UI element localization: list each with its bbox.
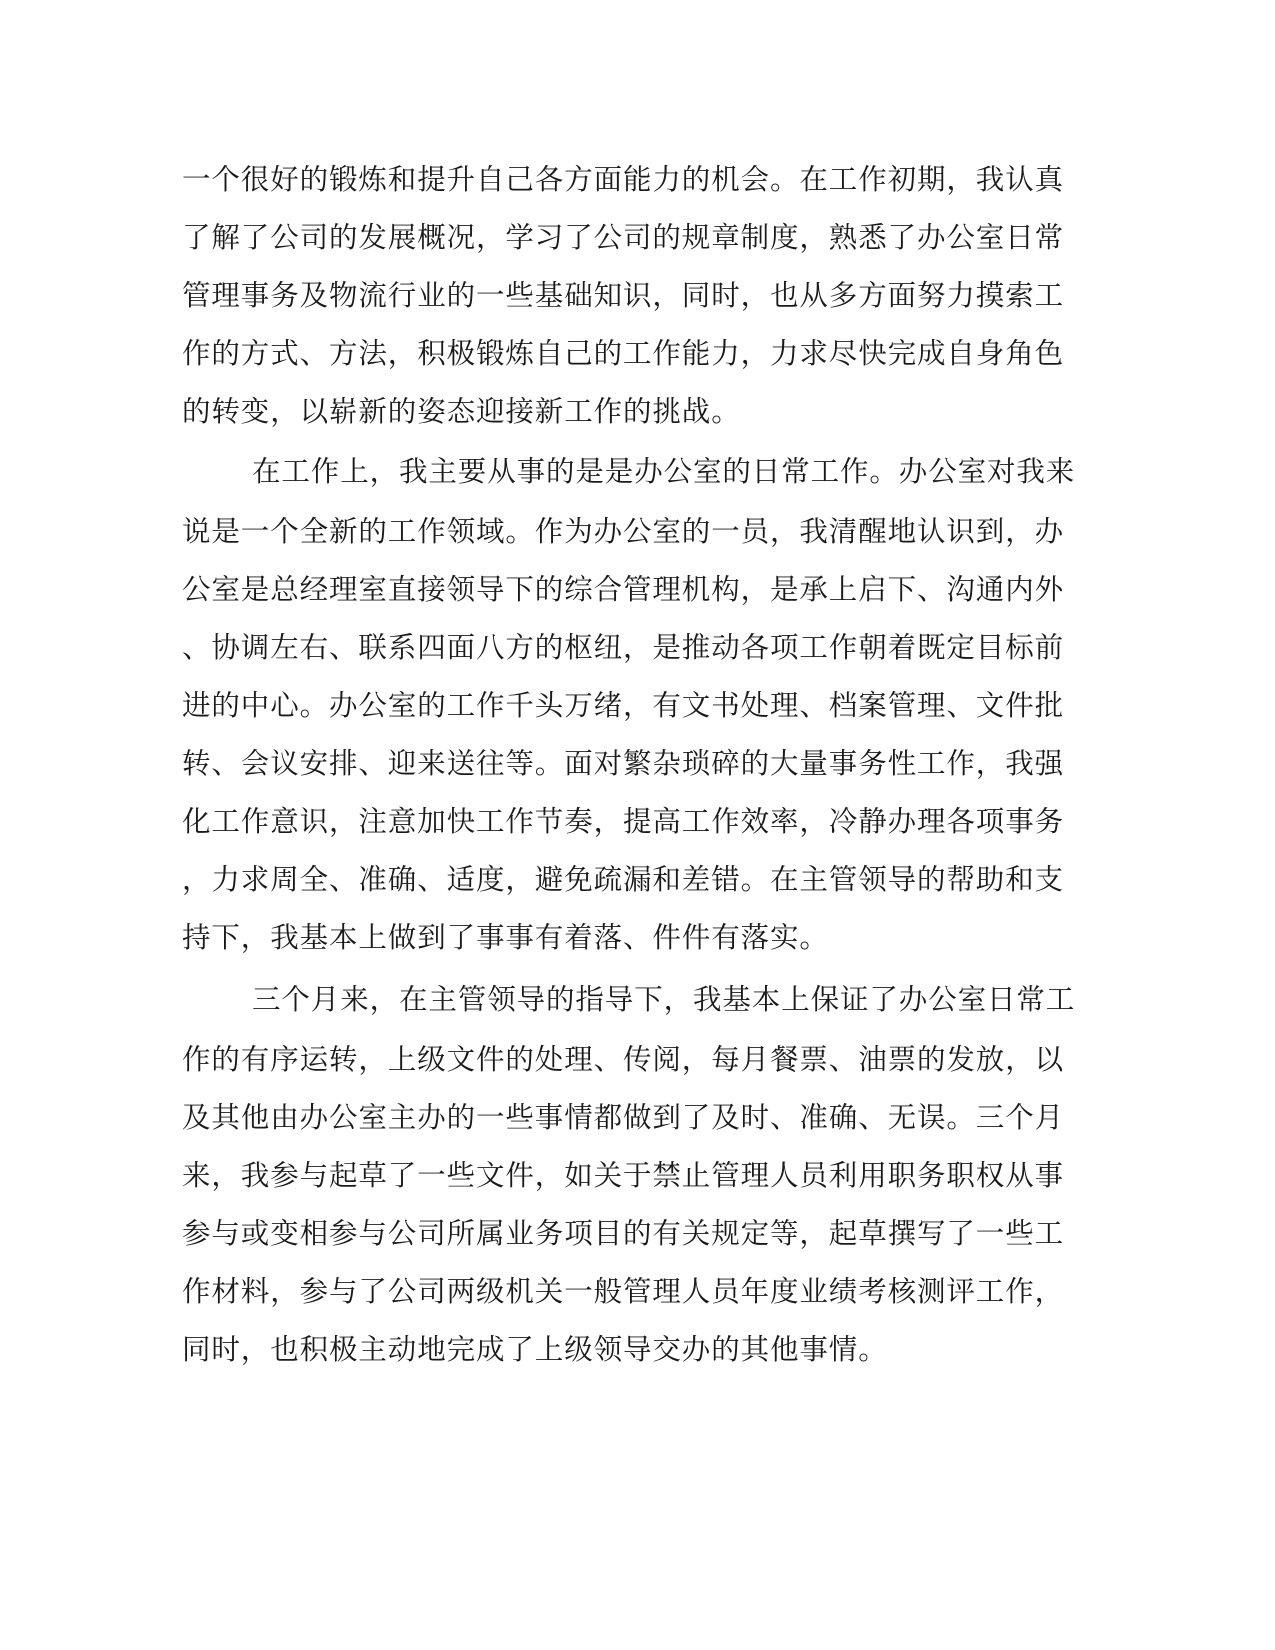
paragraph-line: 一个很好的锻炼和提升自己各方面能力的机会。在工作初期，我认真	[182, 163, 1065, 196]
paragraph-line: 了解了公司的发展概况，学习了公司的规章制度，熟悉了办公室日常	[182, 221, 1065, 254]
paragraph-line: 持下，我基本上做到了事事有着落、件件有落实。	[182, 921, 829, 954]
paragraph-line: 在工作上，我主要从事的是是办公室的日常工作。办公室对我来	[252, 455, 1076, 488]
paragraph-line: 公室是总经理室直接领导下的综合管理机构，是承上启下、沟通内外	[182, 573, 1065, 606]
paragraph-line: 及其他由办公室主办的一些事情都做到了及时、准确、无误。三个月	[182, 1101, 1065, 1134]
paragraph-line: 管理事务及物流行业的一些基础知识，同时，也从多方面努力摸索工	[182, 279, 1065, 312]
paragraph-line: 来，我参与起草了一些文件，如关于禁止管理人员利用职务职权从事	[182, 1159, 1065, 1192]
paragraph-line: 转、会议安排、迎来送往等。面对繁杂琐碎的大量事务性工作，我强	[182, 747, 1065, 780]
paragraph-line: 作的方式、方法，积极锻炼自己的工作能力，力求尽快完成自身角色	[182, 337, 1065, 370]
paragraph-line: 同时，也积极主动地完成了上级领导交办的其他事情。	[182, 1333, 888, 1366]
paragraph-line: 化工作意识，注意加快工作节奏，提高工作效率，冷静办理各项事务	[182, 805, 1065, 838]
paragraph-line: 三个月来，在主管领导的指导下，我基本上保证了办公室日常工	[252, 983, 1076, 1016]
paragraph-line: 说是一个全新的工作领域。作为办公室的一员，我清醒地认识到，办	[182, 515, 1065, 548]
paragraph-line: 的转变，以崭新的姿态迎接新工作的挑战。	[182, 395, 741, 428]
paragraph-line: ，力求周全、准确、适度，避免疏漏和差错。在主管领导的帮助和支	[182, 863, 1065, 896]
paragraph-line: 、协调左右、联系四面八方的枢纽，是推动各项工作朝着既定目标前	[182, 631, 1065, 664]
paragraph-line: 参与或变相参与公司所属业务项目的有关规定等，起草撰写了一些工	[182, 1217, 1065, 1250]
paragraph-line: 进的中心。办公室的工作千头万绪，有文书处理、档案管理、文件批	[182, 689, 1065, 722]
paragraph-line: 作的有序运转，上级文件的处理、传阅，每月餐票、油票的发放，以	[182, 1043, 1065, 1076]
paragraph-line: 作材料，参与了公司两级机关一般管理人员年度业绩考核测评工作，	[182, 1275, 1065, 1308]
